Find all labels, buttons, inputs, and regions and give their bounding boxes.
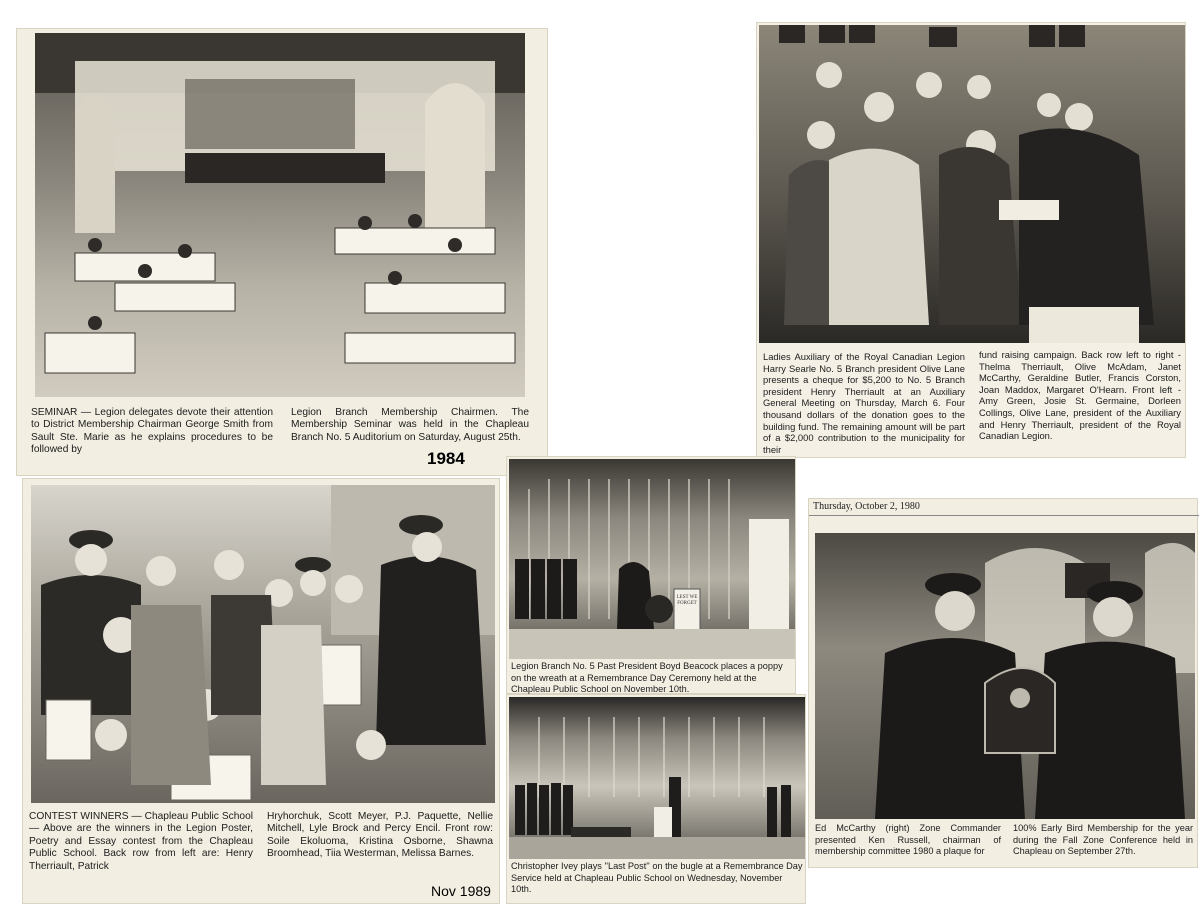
bugle-photo xyxy=(509,697,805,859)
bugle-clipping xyxy=(506,694,806,904)
auxiliary-photo xyxy=(759,25,1185,343)
seminar-caption-left: SEMINAR — Legion delegates devote their attention to District Membership Chairman George Smith from Sault Ste. Marie as he explains procedures to be followed by xyxy=(31,407,273,456)
contest-caption-left: CONTEST WINNERS — Chapleau Public School — Above are the winners in the Legion Poster, Poetry and Essay contest from the Chapleau Public School. Back row from left are: Henry Therriault, Patrick xyxy=(29,811,253,872)
contest-photo xyxy=(31,485,495,803)
plaque-dateline-rule xyxy=(809,515,1199,516)
wreath-card-text: LEST WE FORGET xyxy=(676,595,698,606)
auxiliary-caption-left: Ladies Auxiliary of the Royal Canadian Legion Harry Searle No. 5 Branch president Olive Lane presents a cheque for $5,200 to No. 5 Branch president Henry Therriault at an Auxiliary General Meeting on Thursday, March 6. Four thousand dollars of the donation goes to the building fund. The remaining amount will be part of a $2,000 contribution to the municipality for their xyxy=(763,351,965,455)
bugle-caption: Christopher Ivey plays ''Last Post'' on the bugle at a Remembrance Day Service held at Chapleau Public School on Wednesday, November 10th. xyxy=(511,861,803,895)
seminar-caption-right: Legion Branch Membership Chairmen. The Membership Seminar was held in the Chapleau Branch No. 5 Auditorium on Saturday, August 25th. xyxy=(291,407,529,443)
plaque-caption-right: 100% Early Bird Membership for the year during the Fall Zone Conference held in Chapleau on September 27th. xyxy=(1013,823,1193,857)
wreath-clipping xyxy=(506,456,796,694)
auxiliary-clipping xyxy=(756,22,1186,458)
seminar-photo xyxy=(35,33,525,397)
plaque-clipping xyxy=(808,498,1198,868)
contest-clipping xyxy=(22,478,500,904)
plaque-caption-left: Ed McCarthy (right) Zone Commander presented Ken Russell, chairman of membership committee 1980 a plaque for xyxy=(815,823,1001,857)
contest-year-note: Nov 1989 xyxy=(431,883,491,899)
auxiliary-caption-right: fund raising campaign. Back row left to right - Thelma Therriault, Olive McAdam, Janet McCarthy, Geraldine Butler, Francis Corston, Joan Maddox, Margaret O'Hearn. Front left - Amy Green, Josie St. Germaine, Dorleen Collings, Olive Lane, president of the Auxiliary and Henry Therriault, president of the Royal Canadian Legion. xyxy=(979,349,1181,442)
plaque-photo xyxy=(815,533,1195,819)
contest-caption-right: Hryhorchuk, Scott Meyer, P.J. Paquette, Nellie Mitchell, Lyle Brock and Percy Encil. Front row: Soile Ekoluoma, Kristina Osborne, Shawna Broomhead, Tiia Westerman, Melissa Barnes. xyxy=(267,811,493,860)
wreath-photo xyxy=(509,459,795,659)
wreath-caption: Legion Branch No. 5 Past President Boyd Beacock places a poppy on the wreath at a Remembrance Day Ceremony held at the Chapleau Public School on November 10th. xyxy=(511,661,783,695)
seminar-year-note: 1984 xyxy=(427,449,465,468)
plaque-dateline: Thursday, October 2, 1980 xyxy=(813,501,920,512)
seminar-clipping xyxy=(16,28,548,476)
